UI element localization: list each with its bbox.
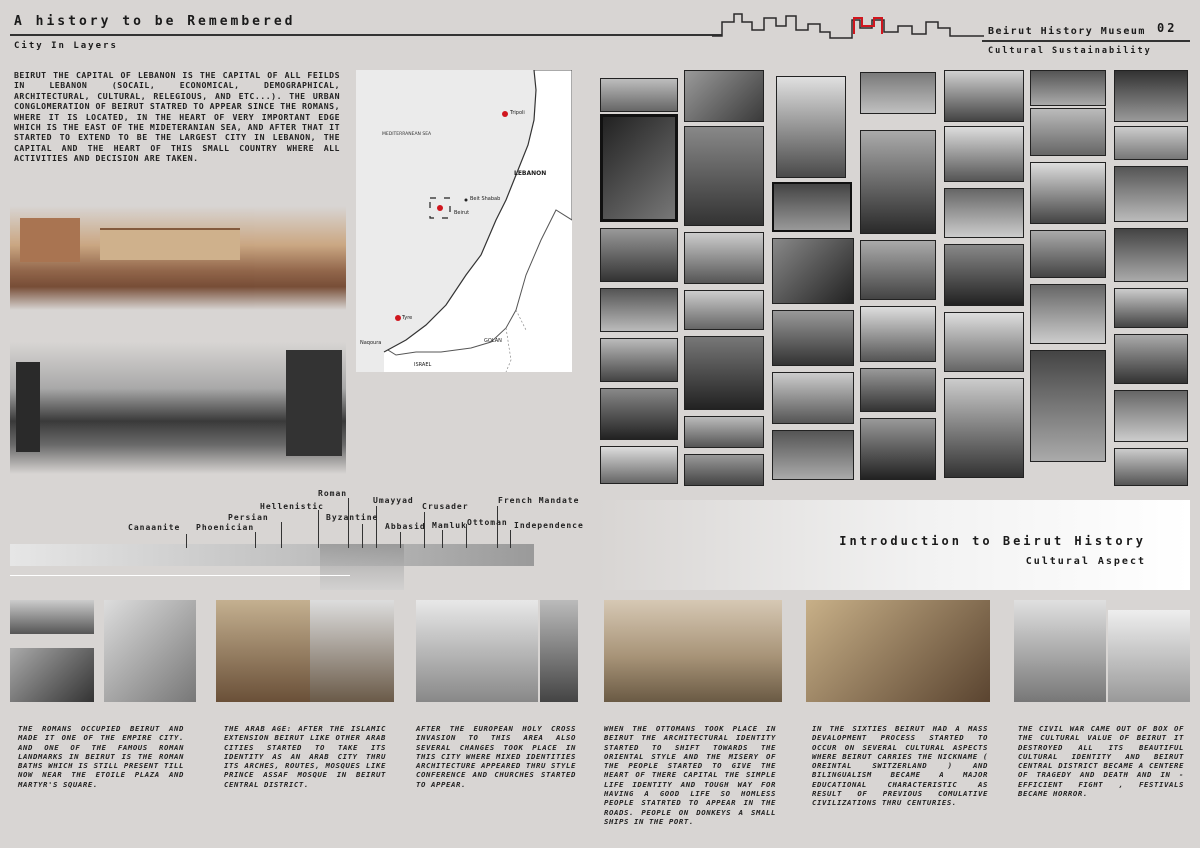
church-side-photo (540, 600, 578, 702)
roman-ruins-sketch (10, 206, 346, 336)
timeline-ticks (10, 570, 350, 576)
era-mamluk: Mamluk (432, 521, 467, 530)
map-city-naqoura: Naqoura (360, 340, 382, 346)
photo-collage (598, 68, 1190, 490)
mosque-photo (310, 600, 394, 702)
page-number: 02 (1157, 21, 1178, 35)
modern-tower-photo (1014, 600, 1106, 702)
section-title: Introduction to Beirut History (839, 534, 1146, 548)
lebanon-map (356, 70, 572, 372)
map-country-label: LEBANON (514, 170, 547, 177)
intro-paragraph: BEIRUT THE CAPITAL OF LEBANON IS THE CAPITAL OF ALL FEILDS IN LEBANON (SOCAIL, ECONOMICAL, DEMOGRAPHICAL, ARCHITECTURAL, CULTURAL, RELEGIOUS, AND ETC...). THE URBAN CONGLOMERATION OF BEIRUT STATRED TO APPEAR SINCE THE ROMANS, WHERE IT IS LOCATED, IN THE HEART OF VERY IMPORTANT EDGE WHICH IS THE EAST OF THE MIDETERANIAN SEA, AND AFTER THAT IT STARTED TO EXTEND TO BE THE LARGEST CITY IN LEBANON, THE CAPITAL AND THE HEART OF THIS SMALL COUNTRY WHERE ALL ACTIVITIES AND DECISION ARE TAKEN. (14, 70, 340, 164)
map-city-tripoli: Tripoli (510, 110, 525, 116)
era-roman: Roman (318, 489, 348, 498)
era-persian: Persian (228, 513, 269, 522)
era-umayyad: Umayyad (373, 496, 414, 505)
caption-arab: THE ARAB AGE: AFTER THE ISLAMIC EXTENSION BEIRUT LIKE OTHER ARAB CITIES STARTED TO TAKE ITS IDENTITY AS AN ARAB CITY THRU ITS ARCHES, ROUTES, MOSQUES LIKE PRINCE ASSAF MOSQUE IN BEIRUT CENTRAL DISTRICT. (224, 724, 386, 789)
caption-ottoman: WHEN THE OTTOMANS TOOK PLACE IN BEIRUT THE ARCHITECTURAL IDENTITY STARTED TO SHIFT TOWARDS THE ORIENTAL STYLE AND THE MISERY OF THE PEOPLE STARTED TO GIVE THE HEART OF THERE CAPITAL THE SIMPLE LIFE IDENTITY AND TOUGH WAY FOR HAVING A GOOD LIFE SO HOMLESS PEOPLE STATRTED TO APPEAR IN THE ROADS. PEOPLE ON DONKEYS A SMALL SHIPS IN THE PORT. (604, 724, 776, 826)
timeline-highlight (320, 544, 404, 590)
map-city-tyre: Tyre (402, 315, 413, 321)
era-canaanite: Canaanite (128, 523, 181, 532)
map-city-beit-shabab: Beit Shabab (470, 196, 501, 202)
church-photo (416, 600, 538, 702)
modern-render (1108, 610, 1190, 702)
page-title: A history to be Remembered (14, 14, 296, 29)
roman-photo-2 (10, 648, 94, 702)
map-label-israel: ISRAEL (414, 362, 432, 368)
tagline: Cultural Sustainability (988, 46, 1152, 56)
era-abbasid: Abbasid (385, 522, 426, 531)
museum-title: Beirut History Museum (988, 26, 1146, 37)
map-city-beirut: Beirut (454, 210, 470, 216)
era-crusader: Crusader (422, 502, 469, 511)
caption-sixties: IN THE SIXTIES BEIRUT HAD A MASS DEVALOPMENT PROCESS STARTED TO OCCUR ON SEVERAL CULTURAL ASPECTS WHERE BEIRUT CARRIES THE NICKNAME ( OREINTAL SWITZERLAND ) AND BILINGUALISM BECAME A MAJOR EDUCATIONAL CHARACTERISTIC AS RESULT OF PREVIOUS COMULATIVE CIVILIZATIONS THRU CENTURIES. (812, 724, 988, 808)
arab-street-photo (216, 600, 310, 702)
section-title-panel (598, 500, 1190, 590)
header-rule-right (982, 40, 1190, 42)
map-label-golan: GOLAN (484, 338, 502, 344)
sixties-city-photo (806, 600, 990, 702)
section-subtitle: Cultural Aspect (1025, 556, 1146, 567)
caption-civil-war: THE CIVIL WAR CAME OUT OF BOX OF THE CULTURAL VALUE OF BEIRUT IT DESTROYED ALL ITS BEAUTIFUL CULTURAL IDENTITY AND BEIRUT CENTRAL DISTRICT BECAME A CENTERE OF TRAGEDY AND DEATH AND IN -EFFICIENT FIGHT , FESTIVALS BECAME HORROR. (1018, 724, 1184, 799)
map-sea-label: MEDITERRANEAN SEA (382, 132, 432, 137)
era-phoenician: Phoenician (196, 523, 255, 532)
era-french-mandate: French Mandate (498, 496, 580, 505)
era-byzantine: Byzantine (326, 513, 379, 522)
caption-roman: THE ROMANS OCCUPIED BEIRUT AND MADE IT ONE OF THE EMPIRE CITY. AND ONE OF THE FAMOUS ROMAN LANDMARKS IN BEIRUT IS THE ROMAN BATHS WHICH IS STILL PRESENT TILL NOW NEAR THE ETOILE PLAZA AND MARTYR'S SQUARE. (18, 724, 184, 789)
roman-photo-1 (10, 600, 94, 634)
timeline-bar (10, 544, 534, 566)
skyline-graphic (712, 8, 984, 42)
era-hellenistic: Hellenistic (260, 502, 324, 511)
era-ottoman: Ottoman (467, 518, 508, 527)
caption-crusader: AFTER THE EUROPEAN HOLY CROSS INVASION TO THIS AREA ALSO SEVERAL CHANGES TOOK PLACE IN THIS CITY WHERE MIXED IDENTITIES ARCHITECTURE APPEARED THRU STYLE CONFERENCE AND CHURCHES STARTED TO APPEAR. (416, 724, 576, 789)
era-independence: Independence (514, 521, 584, 530)
header-rule (10, 34, 722, 36)
ottoman-port-photo (604, 600, 782, 702)
roman-plan (104, 600, 196, 702)
page-subtitle: City In Layers (14, 41, 118, 51)
ruins-charcoal-sketch (10, 342, 346, 474)
